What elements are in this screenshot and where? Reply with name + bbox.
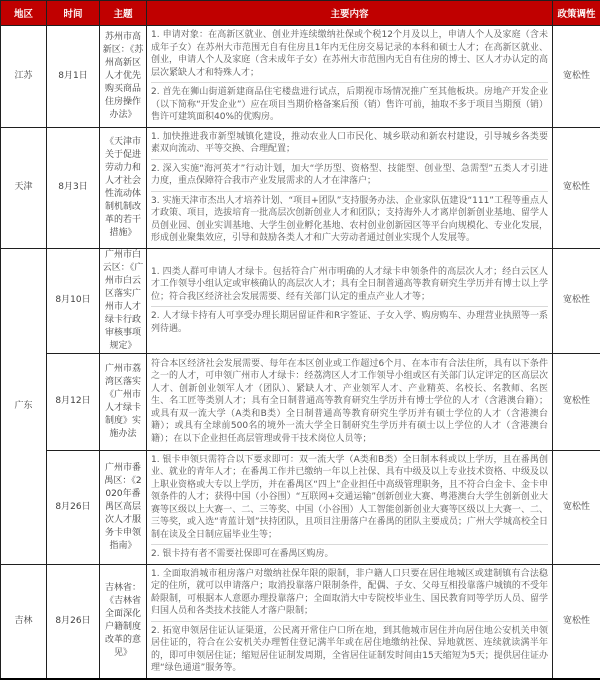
tone-cell: 宽松性: [553, 564, 600, 679]
content-cell: [147, 26, 553, 128]
header-cell-date: 时间: [47, 1, 100, 26]
header-cell-tone: 政策调性: [553, 1, 600, 26]
tone-cell: 宽松性: [553, 248, 600, 353]
content-cell: [147, 127, 553, 248]
content-cell: [147, 450, 553, 564]
table-row-tianjin: [1, 127, 600, 248]
content-cell: [147, 353, 553, 450]
region-cell: 天津: [1, 127, 47, 248]
date-cell: 8月26日: [47, 450, 100, 564]
topic-cell: 广州市白云区：《广州市白云区落实广州市人才绿卡行政审核事项规定》: [100, 248, 147, 353]
region-cell: 江苏: [1, 26, 47, 128]
tone-cell: 宽松性: [553, 26, 600, 128]
date-cell: 8月26日: [47, 564, 100, 679]
region-cell: 广东: [1, 248, 47, 564]
topic-cell: 苏州市高新区：《苏州高新区人才优先购买商品住房操作办法》: [100, 26, 147, 128]
content-item: 2. 人才绿卡持有人可享受办理长期居留证件和R字签证、子女入学、购房购车、办理营业执照等一系列待遇。: [151, 306, 548, 338]
tone-cell: 宽松性: [553, 450, 600, 564]
tone-cell: 宽松性: [553, 127, 600, 248]
date-cell: 8月3日: [47, 127, 100, 248]
table-row-jiangsu: [1, 26, 600, 128]
date-cell: 8月1日: [47, 26, 100, 128]
tone-cell: 宽松性: [553, 353, 600, 450]
table-row-guangdong-panyu: [1, 450, 600, 564]
content-item: 2. 深入实施“海河英才”行动计划，加大“学历型、资格型、技能型、创业型、急需型”五类人才引进力度，重点保障符合我市产业发展需求的人才在津落户；: [151, 159, 548, 191]
content-item: 2. 首先在狮山街道新建商品住宅楼盘进行试点，后期视市场情况推广至其他板块。房地产开发企业（以下简称“开发企业”）应在项目当期价格备案后预（销）售许可前，抽取不多于项目当期预（销）售许可建筑面积40%的优购房。: [151, 82, 548, 127]
content-item: 符合本区经济社会发展需要、每年在本区创业或工作超过6个月、在本市有合法住所，具有以下条件之一的人才，可申领广州市人才绿卡：经荔湾区人才工作领导小组或区有关部门认定评定的区高层次人才、创新创业领军人才（团队）、紧缺人才、产业领军人才、产业精英、名校长、名教师、名医生、名工匠等类别人才；具有全日制普通高等教育研究生学历并有博士学位的人才（含港澳台籍）；或具有双一流大学（A类和B类）全日制普通高等教育研究生学历并有硕士学位的人才（含港澳台籍）；或具有全球前500名的境外一流大学全日制研究生学历并有硕士以上学位的人才（含港澳台籍）；在以下企业担任高层管理或骨干技术岗位人员等；: [151, 355, 548, 449]
content-item: 1. 四类人群可申请人才绿卡。包括符合广州市明确的人才绿卡申领条件的高层次人才；经白云区人才工作领导小组认定或审核确认的高层次人才；具有全日制普通高等教育研究生学历并有博士以上学位；符合我区经济社会发展需要、经有关部门认定的重点产业人才等；: [151, 263, 548, 307]
table-row-guangdong-liwan: [1, 353, 600, 450]
content-cell: [147, 248, 553, 353]
topic-cell: 吉林省：《吉林省全面深化户籍制度改革的意见》: [100, 564, 147, 679]
topic-cell: 广州市荔湾区落实《广州市人才绿卡制度》实施办法: [100, 353, 147, 450]
region-cell: 吉林: [1, 564, 47, 679]
table-header-row: [1, 1, 600, 26]
content-item: 3. 实施天津市杰出人才培养计划、“项目+团队”支持服务办法、企业家队伍建设“111”工程等重点人才政策、项目，选拔培育一批高层次创新创业人才和团队；支持海外人才离岸创新创业基地、留学人员创业园、创业实训基地、大学生创业孵化基地、农村创业创新园区等平台向规模化、专业化发展，形成创业聚集效应，引导和鼓励各类人才和广大劳动者通过创业实现个人发展等。: [151, 191, 548, 248]
header-cell-topic: 主题: [100, 1, 147, 26]
table-row-guangdong-baiyun: [1, 248, 600, 353]
content-item: 1. 加快推进我市新型城镇化建设，推动农业人口市民化、城乡联动和新农村建设，引导城乡各类要素双向流动、平等交换、合理配置；: [151, 128, 548, 159]
date-cell: 8月12日: [47, 353, 100, 450]
date-cell: 8月10日: [47, 248, 100, 353]
table-row-jilin: [1, 564, 600, 679]
content-cell: [147, 564, 553, 679]
content-item: 2. 拓宽申领居住证认证渠道，公民离开常住户口所在地，到其他城市居住并向居住地公安机关申领居住证的，符合在公安机关办理暂住登记满半年或在居住地缴纳社保、异地就医、连续就读满半年的，即可申领居住证；缩短居住证制发周期，全省居住证制发时间由15天缩短为5天；提供居住证办理“绿色通道”服务等。: [151, 621, 548, 678]
topic-cell: 《天津市关于促进劳动力和人才社会性流动体制机制改革的若干措施》: [100, 127, 147, 248]
topic-cell: 广州市番禺区：《2020年番禺区高层次人才服务卡申领指南》: [100, 450, 147, 564]
header-cell-region: 地区: [1, 1, 47, 26]
header-cell-content: 主要内容: [147, 1, 553, 26]
content-item: 2. 银卡持有者不需要社保即可在番禺区购房。: [151, 544, 548, 564]
content-item: 1. 全面取消城市租房落户对缴纳社保年限的限制，非户籍人口只要在居住地城区或建制镇有合法稳定的住所，就可以申请落户；取消投靠落户限制条件，配偶、子女、父母互相投靠落户城镇的不受年龄限制，可根据本人意愿办理投靠落户；全面取消大中专院校毕业生、国民教育同等学历人员、留学归国人员和各类技术技能人才落户限制；: [151, 565, 548, 621]
content-item: 1. 银卡申领只需符合以下要求即可：双一流大学（A类和B类）全日制本科或以上学历，且在番禺创业、就业的青年人才；在番禺工作并已缴纳一年以上社保、具有中级及以上专业技术资格、中级及以上职业资格或大专以上学历，并在番禺区“四上”企业担任中高级管理职务，且不符合白金卡、金卡申领条件的人才；获得中国（小谷围）“互联网+交通运输”创新创业大赛、粤港澳台大学生创新创业大赛等区级以上大赛一、二、三等奖、中国（小谷围）人工智能创新创业大赛等区级以上大赛一、二、三等奖，或入选“青蓝计划”扶持团队，且项目注册落户在番禺的团队主要成员；广州大学城高校全日制在读及全日制应届毕业生等；: [151, 451, 548, 545]
content-item: 1. 申请对象：在高新区就业、创业并连续缴纳社保或个税12个月及以上，申请人个人及家庭（含未成年子女）在苏州大市范围无自有住房且1年内无住房交易记录的本科和硕士人才；在高新区就业、创业，申请人个人及家庭（含未成年子女）在苏州大市范围内无自有住房的博士、区人才办认定的高层次紧缺人才和特殊人才；: [151, 26, 548, 82]
